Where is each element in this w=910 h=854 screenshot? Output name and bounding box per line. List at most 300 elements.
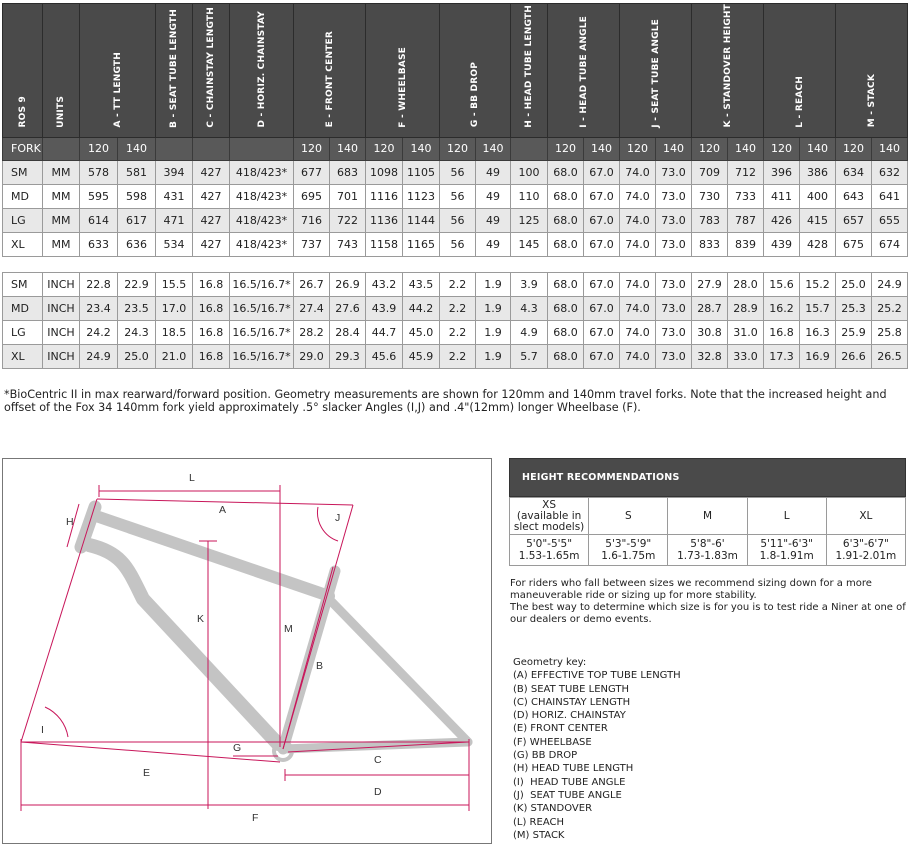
table-cell: 400 (800, 184, 836, 208)
table-cell: 26.5 (872, 345, 908, 369)
table-cell: 68.0 (548, 208, 584, 232)
table-cell: 67.0 (584, 297, 620, 321)
label-l: L (189, 472, 195, 484)
table-cell: INCH (43, 297, 80, 321)
fork-travel-cell: 140 (728, 137, 764, 160)
dim-line-st-ext (283, 505, 353, 749)
table-cell: 74.0 (620, 232, 656, 256)
size-row (510, 498, 906, 535)
table-cell: 16.9 (800, 345, 836, 369)
table-cell: 1136 (366, 208, 403, 232)
table-row (3, 232, 908, 256)
table-cell: 1.9 (476, 297, 511, 321)
table-cell: 110 (511, 184, 548, 208)
table-cell: 534 (156, 232, 193, 256)
table-cell: 675 (836, 232, 872, 256)
header-wheelbase: F - WHEELBASE (366, 4, 440, 138)
geometry-header-row (3, 4, 908, 138)
table-cell: 49 (476, 160, 511, 184)
height-range-meters: 1.53-1.65m (518, 550, 580, 562)
size-label: L (783, 509, 790, 522)
table-cell: 722 (330, 208, 366, 232)
header-seat-tube-length: B - SEAT TUBE LENGTH (156, 4, 193, 138)
geometry-key-title: Geometry key: (513, 657, 587, 668)
table-cell: 632 (872, 160, 908, 184)
table-cell: 25.0 (118, 345, 156, 369)
fork-travel-cell: 140 (584, 137, 620, 160)
height-range-row (510, 535, 906, 566)
table-cell: 716 (294, 208, 330, 232)
table-cell: 26.6 (836, 345, 872, 369)
height-range-cell (826, 535, 905, 566)
table-cell: INCH (43, 345, 80, 369)
label-i: I (41, 724, 44, 736)
table-cell: 32.8 (692, 345, 728, 369)
table-row (3, 208, 908, 232)
table-cell: 28.2 (294, 321, 330, 345)
sizing-advice (510, 578, 906, 626)
label-g: G (233, 742, 242, 754)
table-cell: 15.2 (800, 273, 836, 297)
label-e: E (143, 767, 151, 779)
label-c: C (374, 754, 382, 766)
table-cell: 17.3 (764, 345, 800, 369)
table-cell: 833 (692, 232, 728, 256)
table-cell: 418/423* (230, 184, 294, 208)
table-cell: 67.0 (584, 273, 620, 297)
size-cell (589, 498, 668, 535)
table-cell: 30.8 (692, 321, 728, 345)
size-label: S (624, 509, 632, 522)
sizing-advice-p2: The best way to determine which size is for you is to test ride a Niner at one of our dealers or demo events. (510, 602, 906, 625)
footnote: *BioCentric II in max rearward/forward position. Geometry measurements are shown for 120mm and 140mm travel forks. Note that the increased height and offset of the Fox 34 140mm fork yield approximately .5° slacker Angles (I,J) and .4"(12mm) longer Wheelbase (F). (4, 388, 887, 414)
height-recommendations-table (509, 497, 906, 566)
table-cell: 74.0 (620, 321, 656, 345)
table-cell: 56 (440, 232, 476, 256)
height-range-cell (747, 535, 826, 566)
size-label: XL (859, 509, 873, 522)
fork-travel-cell (43, 137, 80, 160)
table-cell: 24.3 (118, 321, 156, 345)
table-cell: 737 (294, 232, 330, 256)
table-cell: 25.8 (872, 321, 908, 345)
size-label: M (702, 509, 712, 522)
geometry-key-item: (H) HEAD TUBE LENGTH (513, 763, 634, 775)
table-cell: 396 (764, 160, 800, 184)
table-row (3, 273, 908, 297)
height-range-cell (589, 535, 668, 566)
table-cell: 641 (872, 184, 908, 208)
geometry-key-item: (I) HEAD TUBE ANGLE (513, 776, 626, 788)
height-range-feet: 5'0"-5'5" (526, 538, 573, 550)
table-cell: INCH (43, 273, 80, 297)
geometry-key-item: (M) STACK (513, 829, 565, 841)
table-cell: 44.2 (403, 297, 440, 321)
table-cell: 730 (692, 184, 728, 208)
table-cell: 839 (728, 232, 764, 256)
fork-travel-cell: 140 (800, 137, 836, 160)
table-cell: 2.2 (440, 321, 476, 345)
table-row (3, 345, 908, 369)
table-cell: 28.9 (728, 297, 764, 321)
table-cell: 415 (800, 208, 836, 232)
height-range-feet: 5'3"-5'9" (605, 538, 652, 550)
table-cell: 23.5 (118, 297, 156, 321)
table-cell: 783 (692, 208, 728, 232)
table-cell: 16.8 (764, 321, 800, 345)
table-cell: 633 (80, 232, 118, 256)
fork-travel-cell (230, 137, 294, 160)
table-cell: 26.9 (330, 273, 366, 297)
table-cell: 56 (440, 208, 476, 232)
table-cell: 28.4 (330, 321, 366, 345)
table-cell: 73.0 (656, 297, 692, 321)
fork-travel-cell: 140 (403, 137, 440, 160)
fork-travel-cell: 120 (440, 137, 476, 160)
geometry-key-item: (F) WHEELBASE (513, 736, 592, 748)
table-cell: 73.0 (656, 321, 692, 345)
geometry-table-mm (2, 3, 908, 257)
table-cell: 578 (80, 160, 118, 184)
table-cell: 16.5/16.7* (230, 297, 294, 321)
height-recommendations-title: HEIGHT RECOMMENDATIONS (509, 458, 906, 497)
geometry-table-inch (2, 272, 908, 369)
fork-row (3, 137, 908, 160)
table-cell: 16.5/16.7* (230, 273, 294, 297)
fork-travel-cell: 120 (294, 137, 330, 160)
table-cell: 439 (764, 232, 800, 256)
table-cell: 1.9 (476, 321, 511, 345)
table-cell: 68.0 (548, 345, 584, 369)
table-cell: 427 (193, 184, 230, 208)
table-cell: 394 (156, 160, 193, 184)
header-standover-height: K - STANDOVER HEIGHT (692, 4, 764, 138)
fork-travel-cell: 120 (836, 137, 872, 160)
table-cell: 16.8 (193, 345, 230, 369)
table-cell: 49 (476, 184, 511, 208)
table-cell: INCH (43, 321, 80, 345)
table-cell: 18.5 (156, 321, 193, 345)
table-cell: 418/423* (230, 232, 294, 256)
table-cell: 44.7 (366, 321, 403, 345)
table-cell: MM (43, 232, 80, 256)
table-cell: 636 (118, 232, 156, 256)
table-cell: 45.6 (366, 345, 403, 369)
header-head-tube-length: H - HEAD TUBE LENGTH (511, 4, 548, 138)
size-label: LG (3, 208, 43, 232)
height-range-feet: 6'3"-6'7" (842, 538, 889, 550)
size-label: LG (3, 321, 43, 345)
table-cell: 28.7 (692, 297, 728, 321)
table-cell: 431 (156, 184, 193, 208)
table-cell: 643 (836, 184, 872, 208)
size-label: SM (3, 273, 43, 297)
height-range-cell (510, 535, 589, 566)
geometry-key (513, 656, 681, 842)
dim-line-ht-ext (21, 499, 97, 742)
table-cell: 657 (836, 208, 872, 232)
table-cell: 674 (872, 232, 908, 256)
table-cell: 24.9 (872, 273, 908, 297)
table-cell: MM (43, 208, 80, 232)
table-cell: 386 (800, 160, 836, 184)
geometry-key-item: (K) STANDOVER (513, 803, 593, 815)
label-m: M (284, 623, 293, 635)
height-range-meters: 1.73-1.83m (677, 550, 738, 562)
table-cell: 595 (80, 184, 118, 208)
table-row (3, 184, 908, 208)
header-tt-length: A - TT LENGTH (80, 4, 156, 138)
table-cell: 709 (692, 160, 728, 184)
table-cell: 16.8 (193, 321, 230, 345)
table-cell: 16.8 (193, 273, 230, 297)
table-cell: 695 (294, 184, 330, 208)
table-cell: 74.0 (620, 208, 656, 232)
fork-travel-cell (511, 137, 548, 160)
table-cell: 125 (511, 208, 548, 232)
table-cell: 427 (193, 232, 230, 256)
size-cell (510, 498, 589, 535)
table-cell: 74.0 (620, 345, 656, 369)
table-cell: 787 (728, 208, 764, 232)
table-cell: 67.0 (584, 160, 620, 184)
header-ros9: ROS 9 (3, 4, 43, 138)
table-cell: 73.0 (656, 345, 692, 369)
table-cell: 24.9 (80, 345, 118, 369)
table-cell: 418/423* (230, 208, 294, 232)
table-cell: 1.9 (476, 345, 511, 369)
table-row (3, 297, 908, 321)
fork-label: FORK (3, 137, 43, 160)
table-cell: MM (43, 184, 80, 208)
table-cell: 67.0 (584, 321, 620, 345)
table-cell: 701 (330, 184, 366, 208)
table-cell: 2.2 (440, 273, 476, 297)
table-cell: 73.0 (656, 208, 692, 232)
table-cell: 43.9 (366, 297, 403, 321)
table-cell: 683 (330, 160, 366, 184)
geometry-key-item: (D) HORIZ. CHAINSTAY (513, 710, 626, 722)
size-label: MD (3, 297, 43, 321)
table-cell: 712 (728, 160, 764, 184)
label-f: F (252, 812, 259, 824)
table-cell: 17.0 (156, 297, 193, 321)
table-cell: 68.0 (548, 321, 584, 345)
header-front-center: E - FRONT CENTER (294, 4, 366, 138)
table-cell: 25.2 (872, 297, 908, 321)
table-cell: 25.3 (836, 297, 872, 321)
table-cell: 45.0 (403, 321, 440, 345)
fork-travel-cell: 140 (118, 137, 156, 160)
header-seat-tube-angle: J - SEAT TUBE ANGLE (620, 4, 692, 138)
table-cell: 634 (836, 160, 872, 184)
table-cell: 49 (476, 208, 511, 232)
table-cell: 2.2 (440, 297, 476, 321)
table-cell: 16.5/16.7* (230, 345, 294, 369)
label-k: K (197, 613, 205, 625)
table-cell: 1098 (366, 160, 403, 184)
fork-travel-cell: 120 (620, 137, 656, 160)
table-cell: 67.0 (584, 345, 620, 369)
geometry-key-item: (G) BB DROP (513, 750, 578, 762)
table-cell: 617 (118, 208, 156, 232)
table-cell: 1144 (403, 208, 440, 232)
height-range-meters: 1.8-1.91m (759, 550, 814, 562)
table-cell: 100 (511, 160, 548, 184)
table-cell: 1116 (366, 184, 403, 208)
size-label: SM (3, 160, 43, 184)
table-cell: 426 (764, 208, 800, 232)
fork-travel-cell: 120 (80, 137, 118, 160)
fork-travel-cell: 140 (872, 137, 908, 160)
table-cell: 427 (193, 160, 230, 184)
size-cell (747, 498, 826, 535)
header-stack: M - STACK (836, 4, 908, 138)
table-cell: 471 (156, 208, 193, 232)
table-cell: 614 (80, 208, 118, 232)
table-cell: 1105 (403, 160, 440, 184)
size-label: XL (3, 345, 43, 369)
table-cell: 23.4 (80, 297, 118, 321)
table-cell: 25.9 (836, 321, 872, 345)
table-cell: 56 (440, 184, 476, 208)
table-row (3, 321, 908, 345)
table-cell: 1158 (366, 232, 403, 256)
height-range-feet: 5'11"-6'3" (760, 538, 813, 550)
table-cell: 24.2 (80, 321, 118, 345)
label-d: D (374, 786, 382, 798)
table-cell: 5.7 (511, 345, 548, 369)
table-cell: 68.0 (548, 184, 584, 208)
header-reach: L - REACH (764, 4, 836, 138)
table-cell: 28.0 (728, 273, 764, 297)
table-cell: 427 (193, 208, 230, 232)
table-cell: 2.2 (440, 345, 476, 369)
table-cell: MM (43, 160, 80, 184)
fork-travel-cell: 140 (476, 137, 511, 160)
sizing-advice-p1: For riders who fall between sizes we recommend sizing down for a more maneuverable ride or sizing up for more stability. (510, 578, 872, 601)
size-label: XL (3, 232, 43, 256)
height-recommendations (509, 458, 906, 566)
fork-travel-cell: 120 (366, 137, 403, 160)
header-horiz-chainstay: D - HORIZ. CHAINSTAY (230, 4, 294, 138)
table-cell: 677 (294, 160, 330, 184)
table-cell: 411 (764, 184, 800, 208)
table-row (3, 160, 908, 184)
table-cell: 16.8 (193, 297, 230, 321)
height-range-cell (668, 535, 747, 566)
header-chainstay-length: C - CHAINSTAY LENGTH (193, 4, 230, 138)
table-cell: 74.0 (620, 160, 656, 184)
table-cell: 1165 (403, 232, 440, 256)
table-cell: 428 (800, 232, 836, 256)
table-cell: 15.5 (156, 273, 193, 297)
label-h: H (66, 516, 74, 528)
size-cell (668, 498, 747, 535)
table-cell: 733 (728, 184, 764, 208)
table-cell: 68.0 (548, 273, 584, 297)
table-cell: 655 (872, 208, 908, 232)
table-cell: 73.0 (656, 160, 692, 184)
fork-travel-cell: 140 (330, 137, 366, 160)
table-cell: 27.9 (692, 273, 728, 297)
table-cell: 74.0 (620, 297, 656, 321)
table-cell: 74.0 (620, 184, 656, 208)
table-cell: 68.0 (548, 160, 584, 184)
table-cell: 27.6 (330, 297, 366, 321)
fork-travel-cell: 120 (764, 137, 800, 160)
fork-travel-cell: 140 (656, 137, 692, 160)
height-range-meters: 1.6-1.75m (601, 550, 656, 562)
table-cell: 67.0 (584, 208, 620, 232)
table-cell: 1.9 (476, 273, 511, 297)
table-cell: 68.0 (548, 297, 584, 321)
table-cell: 73.0 (656, 273, 692, 297)
table-cell: 598 (118, 184, 156, 208)
table-cell: 16.2 (764, 297, 800, 321)
height-range-meters: 1.91-2.01m (835, 550, 897, 562)
table-cell: 4.3 (511, 297, 548, 321)
table-cell: 743 (330, 232, 366, 256)
header-bb-drop: G - BB DROP (440, 4, 511, 138)
table-cell: 16.5/16.7* (230, 321, 294, 345)
geometry-key-item: (L) REACH (513, 816, 564, 828)
geometry-key-item: (J) SEAT TUBE ANGLE (513, 789, 622, 801)
table-cell: 581 (118, 160, 156, 184)
table-cell: 3.9 (511, 273, 548, 297)
header-units: UNITS (43, 4, 80, 138)
fork-travel-cell: 120 (692, 137, 728, 160)
size-label: slect models) (513, 520, 585, 533)
table-cell: 43.5 (403, 273, 440, 297)
table-cell: 15.6 (764, 273, 800, 297)
dim-arc-i (45, 707, 68, 737)
table-cell: 4.9 (511, 321, 548, 345)
table-cell: 73.0 (656, 232, 692, 256)
table-cell: 145 (511, 232, 548, 256)
table-cell: 49 (476, 232, 511, 256)
table-cell: 56 (440, 160, 476, 184)
table-cell: 31.0 (728, 321, 764, 345)
size-label: XS (542, 498, 557, 511)
fork-travel-cell (193, 137, 230, 160)
table-cell: 73.0 (656, 184, 692, 208)
table-cell: 45.9 (403, 345, 440, 369)
size-label: MD (3, 184, 43, 208)
table-cell: 21.0 (156, 345, 193, 369)
table-cell: 22.8 (80, 273, 118, 297)
header-head-tube-angle: I - HEAD TUBE ANGLE (548, 4, 620, 138)
label-b: B (316, 660, 324, 672)
table-cell: 25.0 (836, 273, 872, 297)
table-cell: 67.0 (584, 232, 620, 256)
bike-frame (81, 507, 468, 760)
size-label: (available in (516, 509, 582, 522)
table-cell: 418/423* (230, 160, 294, 184)
label-a: A (219, 504, 227, 516)
fork-travel-cell: 120 (548, 137, 584, 160)
table-cell: 1123 (403, 184, 440, 208)
table-cell: 29.0 (294, 345, 330, 369)
geometry-key-item: (E) FRONT CENTER (513, 723, 608, 735)
table-cell: 29.3 (330, 345, 366, 369)
geometry-key-item: (B) SEAT TUBE LENGTH (513, 683, 630, 695)
height-range-feet: 5'8"-6' (690, 538, 725, 550)
seatstay (328, 598, 468, 742)
frame-diagram-svg (3, 459, 491, 843)
size-cell (826, 498, 905, 535)
geometry-key-item: (A) EFFECTIVE TOP TUBE LENGTH (513, 670, 681, 682)
